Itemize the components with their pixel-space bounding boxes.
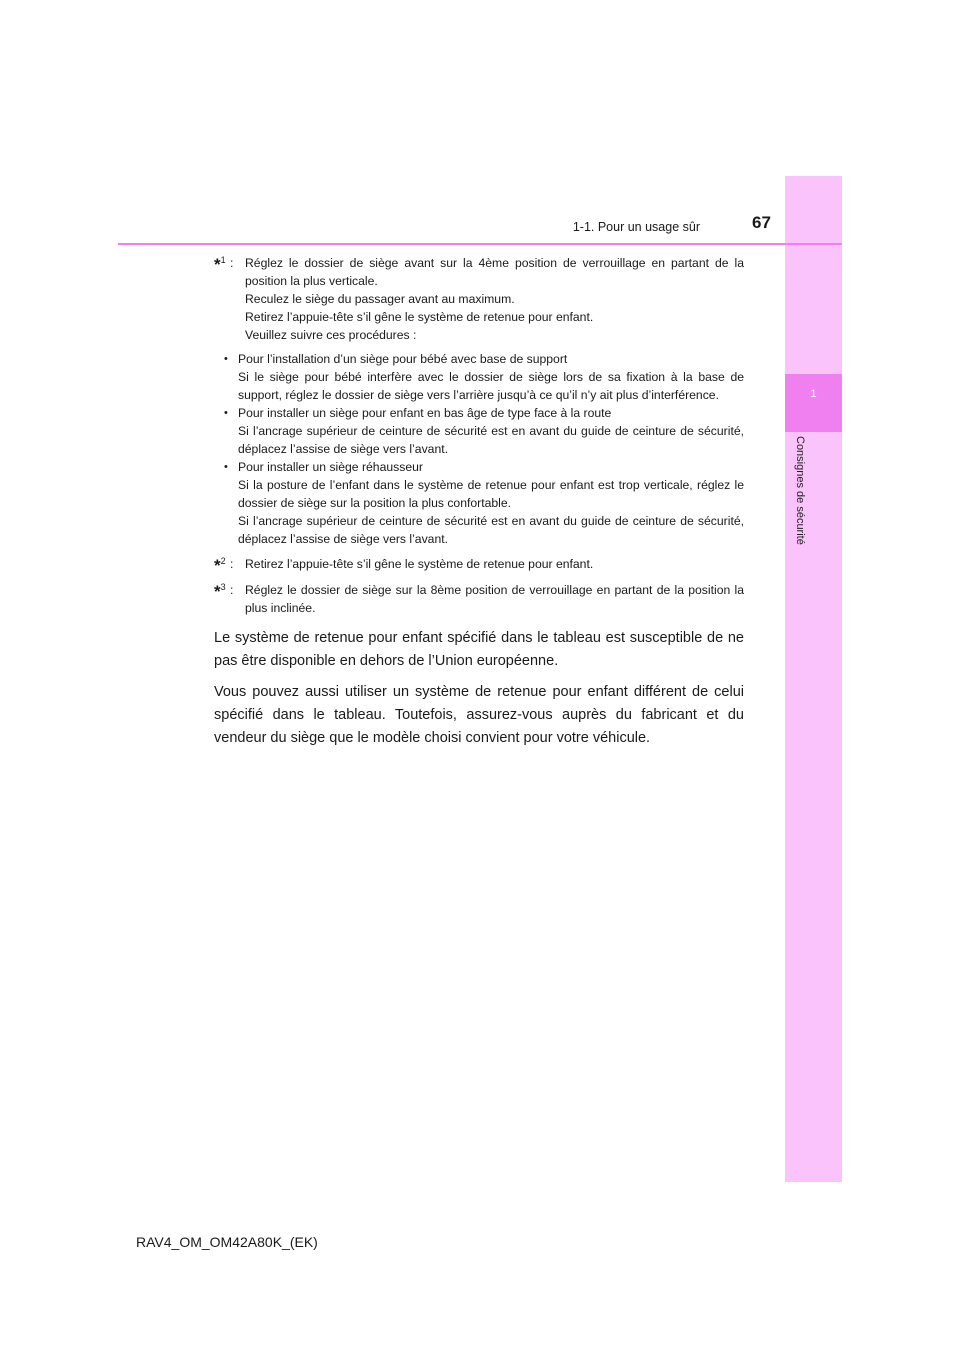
list-item-text: Si l’ancrage supérieur de ceinture de sécurité est en avant du guide de ceinture de sécurité, déplacez l’assise de siège vers l’avant. [238, 424, 744, 456]
list-item-text: Si l’ancrage supérieur de ceinture de sécurité est en avant du guide de ceinture de sécurité, déplacez l’assise de siège vers l’avant. [238, 514, 744, 546]
footnote-text: Retirez l’appuie-tête s’il gêne le système de retenue pour enfant. [245, 310, 594, 324]
chapter-side-tab [785, 176, 842, 1182]
procedure-list [214, 350, 744, 548]
footnote-body [245, 555, 744, 573]
list-item-title: • Pour installer un siège réhausseur [238, 460, 423, 474]
body-paragraph: Vous pouvez aussi utiliser un système de retenue pour enfant différent de celui spécifié dans le tableau. Toutefois, assurez-vous auprès du fabricant et du vendeur du siège que le modèle choisi convient pour votre véhicule. [214, 684, 744, 746]
page-number: 67 [752, 213, 771, 232]
list-item [214, 350, 744, 404]
footnote-text: Reculez le siège du passager avant au maximum. [245, 292, 515, 306]
list-item-title: • Pour installer un siège pour enfant en bas âge de type face à la route [238, 406, 612, 420]
list-item [214, 404, 744, 458]
list-item [214, 458, 744, 548]
header-rule [118, 243, 842, 245]
footnote-2: *$^2$ : Retirez l’appuie-tête s’il gêne le système de retenue pour enfant. [214, 555, 744, 574]
chapter-tab-marker [785, 374, 842, 432]
footnote-1: *$^1$ : Réglez le dossier de siège avant sur la 4ème position de verrouillage en partant de la position la plus verticale. Reculez le siège du passager avant au maximum. Retirez l’appuie-tête s’il gêne le système de retenue pour enfant. Veuillez suivre ces procédures : • Pour l’installation d’un siège pour bébé avec base de support Si le siège pour bébé interfère avec le dossier de siège lors de sa fixation à la base de support, réglez le dossier de siège vers l’arrière jusqu’à ce qu’il n’y ait plus d’interférence. • Pour installer un siège pour enfant en bas âge de type face à la route Si l’ancrage supérieur de ceinture de sécurité est en avant du guide de ceinture de sécurité, déplacez l’assise de siège vers l’avant. • Pour installer un siège réhausseur Si la posture de l’enfant dans le système de retenue pour enfant est trop verticale, réglez le dossier de siège sur la position la plus confortable. Si l’ancrage supérieur de ceinture de sécurité est en avant du guide de ceinture de sécurité, déplacez l’assise de siège vers l’avant. [214, 254, 744, 548]
chapter-label: Consignes de sécurité [794, 436, 806, 545]
footnote-text: Veuillez suivre ces procédures : [245, 328, 417, 342]
footnote-text: Retirez l’appuie-tête s’il gêne le système de retenue pour enfant. [245, 557, 594, 571]
footnote-marker: *$^3$ [214, 582, 226, 601]
list-item-text: Si la posture de l’enfant dans le système de retenue pour enfant est trop verticale, réglez le dossier de siège sur la position la plus confortable. [238, 478, 744, 510]
list-item-text: Si le siège pour bébé interfère avec le dossier de siège lors de sa fixation à la base de support, réglez le dossier de siège vers l’arrière jusqu’à ce qu’il n’y ait plus d’interférence. [238, 370, 744, 402]
footnote-text: Réglez le dossier de siège sur la 8ème position de verrouillage en partant de la position la plus inclinée. [245, 583, 744, 615]
footnote-body [245, 254, 744, 344]
footnote-text: Réglez le dossier de siège avant sur la 4ème position de verrouillage en partant de la position la plus verticale. [245, 256, 744, 288]
body-paragraph: Le système de retenue pour enfant spécifié dans le tableau est susceptible de ne pas être disponible en dehors de l’Union européenne. [214, 630, 744, 669]
chapter-number: 1 [810, 388, 817, 400]
list-item-title: • Pour l’installation d’un siège pour bébé avec base de support [238, 352, 568, 366]
document-code: RAV4_OM_OM42A80K_(EK) [136, 1234, 318, 1250]
footnote-3: *$^3$ : Réglez le dossier de siège sur la 8ème position de verrouillage en partant de la position la plus inclinée. [214, 582, 744, 615]
page-content [214, 254, 744, 758]
footnote-marker: *$^2$ [214, 556, 226, 575]
footnote-body [245, 581, 744, 617]
section-title: 1-1. Pour un usage sûr [572, 220, 700, 234]
footnote-marker: *$^1$ [214, 255, 226, 274]
